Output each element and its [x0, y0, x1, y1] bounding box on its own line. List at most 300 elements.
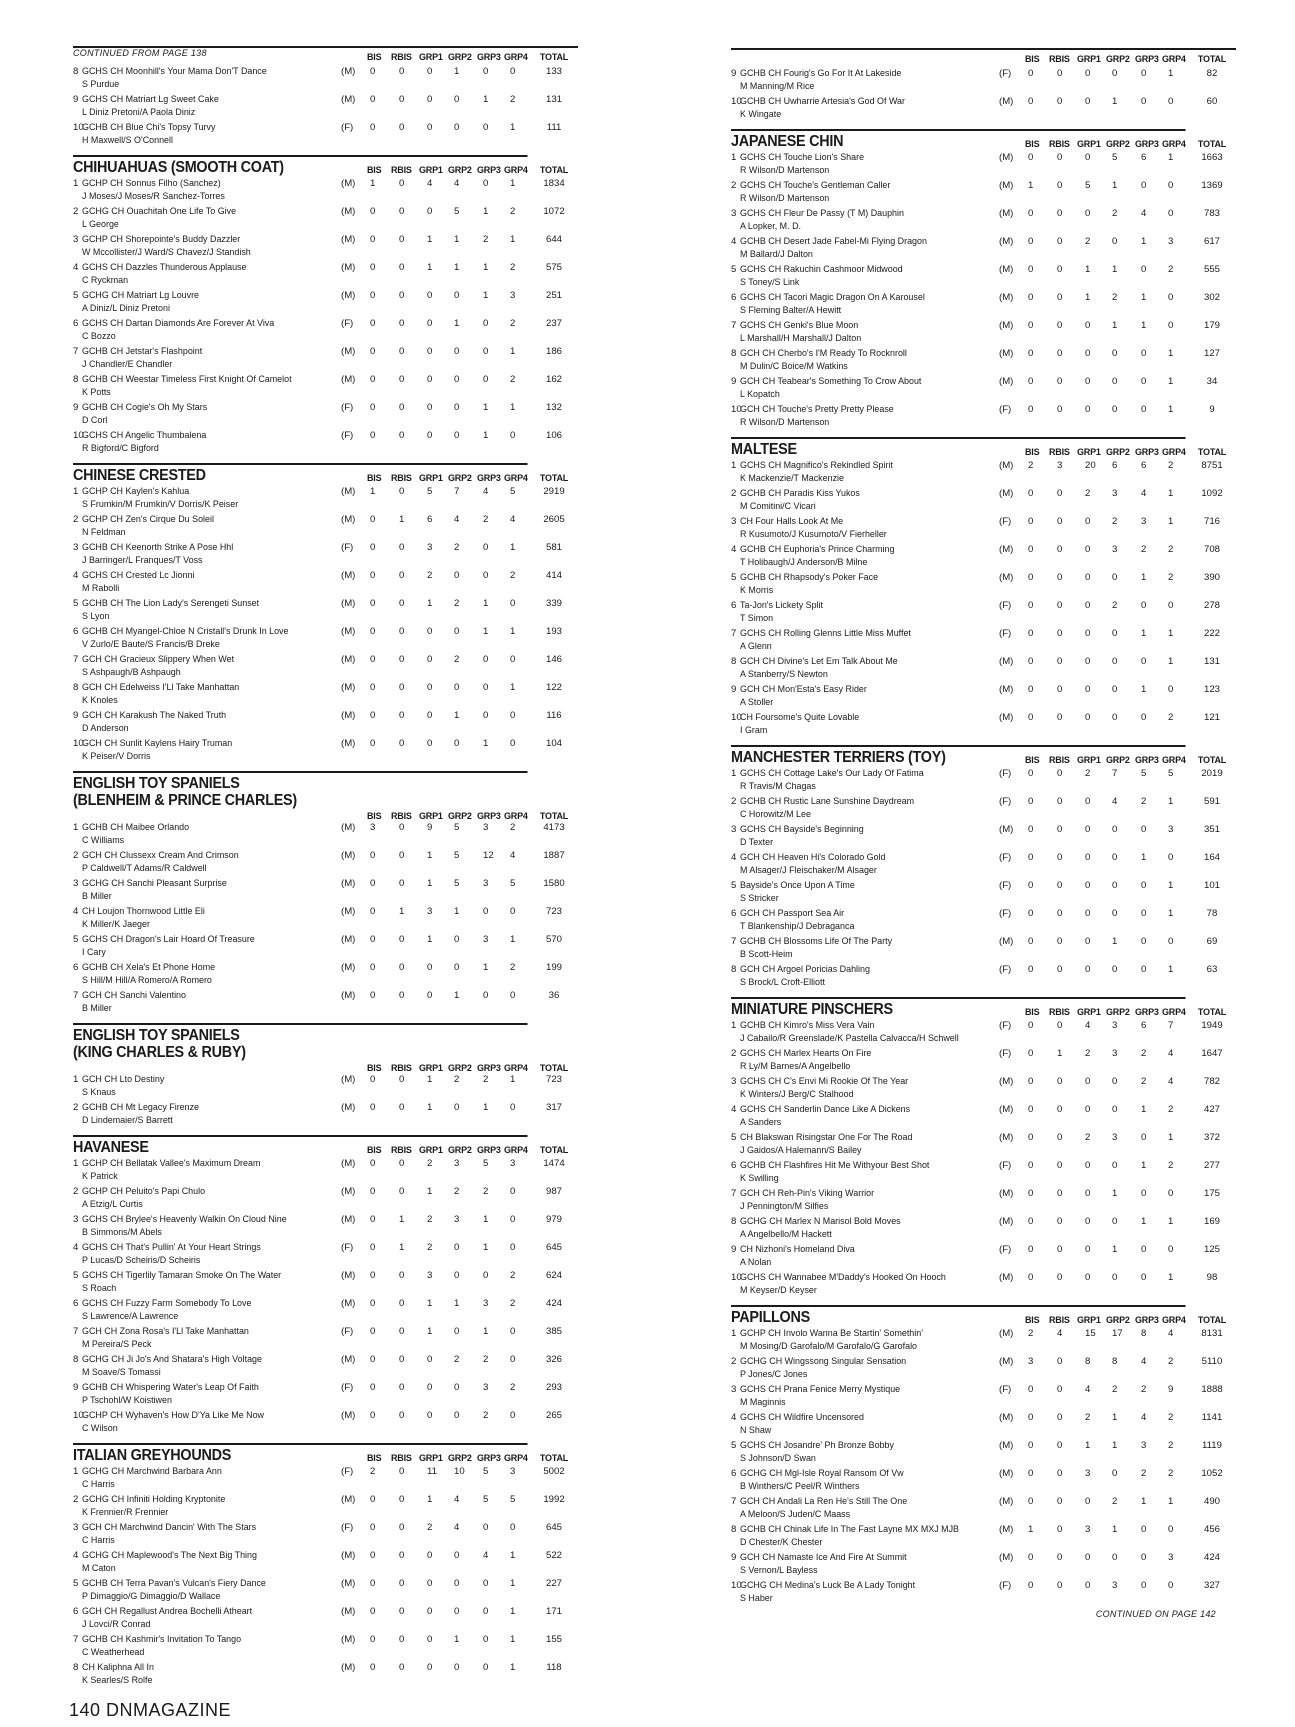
entry-grp2: 5 [454, 850, 460, 861]
entry-sex: (M) [341, 1578, 356, 1589]
entry-rbis: 0 [1057, 1160, 1063, 1171]
column-header-total: TOTAL [1197, 54, 1227, 64]
entry-dog-name: GCHS CH Touche Lion's Share [740, 152, 865, 163]
entry-rbis: 0 [1057, 208, 1063, 219]
breed-title: JAPANESE CHIN [731, 129, 1186, 150]
entry-dog-name: GCHS CH Genki's Blue Moon [740, 320, 859, 331]
entry-grp4: 3 [1168, 236, 1174, 247]
entry-grp4: 3 [510, 1466, 516, 1477]
entry-rbis: 0 [399, 934, 405, 945]
entry-grp4: 1 [1168, 68, 1174, 79]
entry-rank: 4 [731, 236, 737, 247]
ranking-entry [73, 933, 578, 961]
breed-section [731, 437, 1236, 739]
entry-grp1: 4 [427, 178, 433, 189]
entry-sex: (M) [999, 1328, 1014, 1339]
entry-owner: S Brock/L Croft-Elliott [740, 977, 825, 988]
entry-rbis: 0 [399, 1410, 405, 1421]
entry-grp2: 4 [454, 1494, 460, 1505]
column-header-total: TOTAL [539, 473, 569, 483]
entry-sex: (M) [999, 348, 1014, 359]
entry-sex: (M) [999, 376, 1014, 387]
column-header-rbis: RBIS [391, 52, 412, 62]
entry-bis: 0 [1028, 264, 1034, 275]
entry-rank: 9 [73, 710, 79, 721]
ranking-entry [731, 1187, 1236, 1215]
entry-sex: (F) [999, 600, 1012, 611]
column-header-total: TOTAL [539, 165, 569, 175]
entry-bis: 0 [1028, 96, 1034, 107]
entry-grp2: 3 [1112, 1020, 1118, 1031]
entry-owner: J Gaidos/A Halemann/S Bailey [740, 1145, 862, 1156]
ranking-entry [731, 1131, 1236, 1159]
entry-total: 179 [1203, 320, 1220, 331]
entry-total: 723 [545, 1074, 562, 1085]
entry-grp4: 2 [510, 374, 516, 385]
entry-rbis: 1 [399, 906, 405, 917]
entry-grp2: 0 [454, 1550, 460, 1561]
entry-grp4: 1 [1168, 628, 1174, 639]
entry-grp3: 0 [1141, 908, 1147, 919]
entry-bis: 0 [370, 1326, 376, 1337]
entry-sex: (M) [999, 1440, 1014, 1451]
ranking-entry [731, 655, 1236, 683]
entry-owner: R Wilson/D Martenson [740, 165, 830, 176]
entry-grp1: 0 [1085, 852, 1091, 863]
entry-rbis: 1 [399, 514, 405, 525]
entry-owner: K Wingate [740, 109, 782, 120]
entry-grp2: 0 [1112, 68, 1118, 79]
entry-grp4: 1 [510, 1634, 516, 1645]
ranking-entry [73, 961, 578, 989]
entry-owner: N Feldman [82, 527, 126, 538]
entry-rbis: 0 [1057, 880, 1063, 891]
ranking-entry [73, 429, 578, 457]
entry-grp1: 0 [427, 682, 433, 693]
entry-dog-name: GCHG CH Ouachitah One Life To Give [82, 206, 237, 217]
entry-grp2: 0 [454, 1606, 460, 1617]
ranking-entry [73, 709, 578, 737]
entry-bis: 0 [1028, 488, 1034, 499]
ranking-entry [731, 459, 1236, 487]
entry-grp2: 17 [1112, 1328, 1123, 1339]
entry-rank: 2 [731, 488, 737, 499]
entry-bis: 2 [1028, 460, 1034, 471]
entry-grp3: 0 [1141, 936, 1147, 947]
entry-owner: I Cary [82, 947, 106, 958]
entry-rbis: 0 [1057, 1076, 1063, 1087]
entry-rbis: 0 [1057, 544, 1063, 555]
entry-rbis: 0 [399, 374, 405, 385]
entry-grp4: 5 [510, 878, 516, 889]
entry-grp3: 1 [483, 962, 489, 973]
ranking-entry [731, 375, 1236, 403]
entry-total: 1992 [543, 1494, 565, 1505]
entry-rbis: 0 [399, 1662, 405, 1673]
entry-grp2: 1 [1112, 320, 1118, 331]
entry-bis: 0 [370, 962, 376, 973]
entry-grp4: 0 [510, 906, 516, 917]
column-header-grp2: GRP2 [1106, 1007, 1130, 1017]
entry-owner: W Mccollister/J Ward/S Chavez/J Standish [82, 247, 251, 258]
entry-rbis: 0 [1057, 404, 1063, 415]
entry-rank: 2 [73, 1186, 79, 1197]
entry-total: 101 [1203, 880, 1220, 891]
entry-rbis: 0 [1057, 712, 1063, 723]
entry-grp2: 2 [454, 542, 460, 553]
entry-owner: P Tschohl/W Koistiwen [82, 1395, 172, 1406]
entry-bis: 0 [370, 94, 376, 105]
right-column [731, 48, 1236, 1619]
entry-grp2: 2 [1112, 1384, 1118, 1395]
entry-rank: 9 [731, 1244, 737, 1255]
entry-bis: 0 [1028, 516, 1034, 527]
entry-grp4: 3 [510, 1158, 516, 1169]
entry-total: 8751 [1201, 460, 1223, 471]
entry-dog-name: GCHS CH Fleur De Passy (T M) Dauphin [740, 208, 904, 219]
entry-bis: 0 [370, 990, 376, 1001]
column-header-grp3: GRP3 [1135, 1315, 1159, 1325]
column-header-grp1: GRP1 [419, 473, 443, 483]
entry-sex: (F) [999, 964, 1012, 975]
entry-owner: R Wilson/D Martenson [740, 417, 830, 428]
entry-sex: (F) [341, 122, 354, 133]
entry-grp2: 6 [1112, 460, 1118, 471]
entry-rank: 2 [73, 206, 79, 217]
entry-rank: 1 [731, 152, 737, 163]
entry-grp3: 3 [483, 934, 489, 945]
entry-bis: 0 [1028, 852, 1034, 863]
entry-grp3: 4 [483, 486, 489, 497]
entry-bis: 0 [370, 598, 376, 609]
entry-grp3: 4 [1141, 488, 1147, 499]
entry-owner: C Weatherhead [82, 1647, 145, 1658]
entry-rbis: 0 [1057, 1244, 1063, 1255]
column-header-row [731, 48, 1236, 67]
entry-grp3: 0 [1141, 180, 1147, 191]
entry-grp4: 1 [1168, 152, 1174, 163]
entry-rbis: 0 [399, 682, 405, 693]
entry-rank: 4 [73, 1242, 79, 1253]
entry-dog-name: GCHS CH Dazzles Thunderous Applause [82, 262, 247, 273]
ranking-entry [731, 571, 1236, 599]
entry-owner: M Dulin/C Boice/M Watkins [740, 361, 848, 372]
entry-grp2: 0 [1112, 572, 1118, 583]
entry-sex: (M) [999, 1132, 1014, 1143]
entry-grp1: 0 [1085, 152, 1091, 163]
entry-owner: S Lyon [82, 611, 110, 622]
entry-sex: (M) [999, 1496, 1014, 1507]
ranking-entry [731, 263, 1236, 291]
entry-rank: 10 [731, 404, 742, 415]
entry-grp2: 0 [1112, 628, 1118, 639]
ranking-entry [731, 1103, 1236, 1131]
entry-sex: (F) [999, 628, 1012, 639]
entry-rbis: 0 [1057, 600, 1063, 611]
entry-sex: (M) [999, 264, 1014, 275]
entry-grp1: 1 [427, 234, 433, 245]
column-header-bis: BIS [1025, 447, 1040, 457]
entry-grp3: 1 [483, 94, 489, 105]
column-header-bis: BIS [367, 165, 382, 175]
entry-rbis: 0 [1057, 320, 1063, 331]
entry-owner: K Knoles [82, 695, 118, 706]
entry-grp4: 7 [1168, 1020, 1174, 1031]
entry-grp2: 1 [1112, 1524, 1118, 1535]
entry-rbis: 0 [1057, 768, 1063, 779]
ranking-entry [73, 989, 578, 1017]
entry-sex: (M) [999, 1216, 1014, 1227]
entry-grp4: 0 [510, 66, 516, 77]
entry-grp3: 2 [483, 514, 489, 525]
entry-sex: (F) [999, 1244, 1012, 1255]
entry-grp4: 0 [1168, 208, 1174, 219]
entry-rank: 10 [73, 1410, 84, 1421]
column-header-row [731, 135, 1236, 151]
entry-bis: 0 [1028, 628, 1034, 639]
column-header-bis: BIS [367, 473, 382, 483]
column-header-rbis: RBIS [391, 811, 412, 821]
entry-rbis: 0 [399, 1550, 405, 1561]
ranking-entry [731, 1075, 1236, 1103]
entry-owner: D Lindemaier/S Barrett [82, 1115, 173, 1126]
entry-grp2: 0 [1112, 1272, 1118, 1283]
breed-title: CHINESE CRESTED [73, 463, 528, 484]
entry-grp2: 0 [1112, 964, 1118, 975]
entry-rank: 8 [73, 66, 79, 77]
entry-dog-name: GCHG CH Marchwind Barbara Ann [82, 1466, 222, 1477]
entry-rbis: 1 [1057, 1048, 1063, 1059]
entry-rbis: 0 [1057, 516, 1063, 527]
entry-rank: 6 [73, 318, 79, 329]
entry-bis: 0 [1028, 1272, 1034, 1283]
entry-dog-name: GCHB CH Whispering Water's Leap Of Faith [82, 1382, 259, 1393]
entry-grp3: 1 [1141, 572, 1147, 583]
entry-total: 782 [1203, 1076, 1220, 1087]
entry-total: 9 [1209, 404, 1215, 415]
entry-grp3: 0 [483, 1634, 489, 1645]
column-header-rbis: RBIS [1049, 139, 1070, 149]
entry-grp3: 1 [1141, 1496, 1147, 1507]
entry-owner: C Wilson [82, 1423, 118, 1434]
column-header-grp4: GRP4 [504, 473, 528, 483]
entry-grp3: 0 [483, 570, 489, 581]
column-header-grp3: GRP3 [477, 473, 501, 483]
entry-rbis: 0 [399, 1074, 405, 1085]
entry-bis: 0 [1028, 656, 1034, 667]
entry-grp3: 0 [1141, 712, 1147, 723]
entry-dog-name: GCHS CH Rakuchin Cashmoor Midwood [740, 264, 903, 275]
column-header-total: TOTAL [1197, 1315, 1227, 1325]
entry-bis: 0 [370, 1662, 376, 1673]
entry-rbis: 0 [1057, 1580, 1063, 1591]
entry-grp3: 1 [1141, 236, 1147, 247]
column-header-grp4: GRP4 [1162, 1007, 1186, 1017]
entry-grp1: 2 [1085, 488, 1091, 499]
entry-grp3: 0 [483, 318, 489, 329]
entry-sex: (M) [999, 208, 1014, 219]
entry-bis: 1 [370, 178, 376, 189]
entry-grp1: 1 [427, 1326, 433, 1337]
ranking-entry [731, 823, 1236, 851]
entry-grp2: 4 [454, 1522, 460, 1533]
entry-bis: 3 [1028, 1356, 1034, 1367]
entry-bis: 0 [370, 1550, 376, 1561]
column-header-row [731, 1003, 1236, 1019]
entry-total: 317 [545, 1102, 562, 1113]
entry-total: 1834 [543, 178, 565, 189]
entry-sex: (M) [341, 682, 356, 693]
entry-dog-name: GCHB CH Mt Legacy Firenze [82, 1102, 200, 1113]
column-header-row [731, 443, 1236, 459]
entry-dog-name: GCH CH Gracieux Slippery When Wet [82, 654, 235, 665]
entry-dog-name: GCHP CH Zen's Cirque Du Soleil [82, 514, 214, 525]
entry-grp2: 0 [454, 738, 460, 749]
entry-dog-name: GCHB CH Blossoms Life Of The Party [740, 936, 893, 947]
ranking-entry [73, 1661, 578, 1689]
entry-dog-name: CH Four Halls Look At Me [740, 516, 844, 527]
ranking-entry [731, 851, 1236, 879]
entry-grp1: 0 [1085, 628, 1091, 639]
entry-grp3: 1 [1141, 628, 1147, 639]
entry-rbis: 0 [399, 598, 405, 609]
entry-total: 169 [1203, 1216, 1220, 1227]
entry-grp2: 10 [454, 1466, 465, 1477]
entry-grp2: 5 [454, 878, 460, 889]
entry-sex: (M) [999, 320, 1014, 331]
entry-dog-name: GCH CH Karakush The Naked Truth [82, 710, 227, 721]
entry-rank: 6 [73, 626, 79, 637]
entry-grp4: 5 [1168, 768, 1174, 779]
entry-total: 339 [545, 598, 562, 609]
entry-rbis: 0 [399, 1186, 405, 1197]
column-header-rbis: RBIS [1049, 755, 1070, 765]
entry-owner: R Ly/M Barnes/A Angelbello [740, 1061, 851, 1072]
entry-rank: 5 [73, 1270, 79, 1281]
entry-bis: 0 [1028, 1076, 1034, 1087]
entry-dog-name: GCHP CH Peluito's Papi Chulo [82, 1186, 206, 1197]
entry-dog-name: CH Blakswan Risingstar One For The Road [740, 1132, 913, 1143]
entry-dog-name: GCHB CH Terra Pavan's Vulcan's Fiery Dance [82, 1578, 266, 1589]
column-header-total: TOTAL [539, 52, 569, 62]
entry-rank: 10 [73, 738, 84, 749]
entry-dog-name: GCH CH Sunlit Kaylens Hairy Truman [82, 738, 233, 749]
ranking-entry [73, 261, 578, 289]
entry-grp2: 2 [454, 1186, 460, 1197]
entry-dog-name: GCHG CH Ji Jo's And Shatara's High Voltage [82, 1354, 262, 1365]
entry-total: 104 [545, 738, 562, 749]
column-header-grp1: GRP1 [1077, 447, 1101, 457]
entry-owner: J Lovci/R Conrad [82, 1619, 151, 1630]
entry-grp2: 5 [454, 206, 460, 217]
column-header-rbis: RBIS [391, 165, 412, 175]
entry-owner: P Lucas/D Scheiris/D Scheiris [82, 1255, 201, 1266]
entry-rank: 4 [731, 1104, 737, 1115]
entry-grp2: 3 [454, 1158, 460, 1169]
ranking-entry [73, 821, 578, 849]
column-header-grp1: GRP1 [419, 811, 443, 821]
entry-owner: S Hill/M Hill/A Romero/A Romero [82, 975, 212, 986]
entry-grp2: 1 [454, 906, 460, 917]
entry-grp2: 0 [454, 94, 460, 105]
column-header-grp3: GRP3 [477, 165, 501, 175]
entry-grp1: 0 [1085, 712, 1091, 723]
ranking-entry [731, 767, 1236, 795]
entry-bis: 0 [1028, 1440, 1034, 1451]
ranking-entry [731, 1383, 1236, 1411]
column-header-grp4: GRP4 [504, 1063, 528, 1073]
entry-grp4: 2 [510, 1298, 516, 1309]
column-header-rbis: RBIS [1049, 1315, 1070, 1325]
entry-grp2: 1 [454, 1298, 460, 1309]
entry-bis: 0 [370, 1214, 376, 1225]
entry-dog-name: GCHS CH Magnifico's Rekindled Spirit [740, 460, 893, 471]
ranking-entry [731, 627, 1236, 655]
entry-owner: I Gram [740, 725, 768, 736]
entry-grp1: 0 [1085, 1272, 1091, 1283]
ranking-entry [731, 1243, 1236, 1271]
entry-total: 624 [545, 1270, 562, 1281]
entry-bis: 0 [370, 262, 376, 273]
entry-rbis: 0 [399, 710, 405, 721]
entry-bis: 0 [370, 66, 376, 77]
entry-sex: (M) [341, 850, 356, 861]
ranking-entry [731, 963, 1236, 991]
ranking-entry [73, 1073, 578, 1101]
entry-total: 118 [546, 1662, 562, 1673]
entry-sex: (M) [999, 460, 1014, 471]
entry-bis: 0 [370, 1578, 376, 1589]
entry-grp1: 1 [427, 1102, 433, 1113]
column-header-bis: BIS [367, 1453, 382, 1463]
entry-grp2: 1 [454, 262, 460, 273]
entry-dog-name: GCHB CH Chinak Life In The Fast Layne MX MXJ MJB [740, 1524, 960, 1535]
entry-grp1: 0 [1085, 1160, 1091, 1171]
ranking-entry [73, 345, 578, 373]
entry-total: 155 [545, 1634, 562, 1645]
entry-grp4: 0 [510, 1214, 516, 1225]
ranking-entry [73, 1157, 578, 1185]
entry-owner: S Fleming Balter/A Hewitt [740, 305, 842, 316]
entry-grp2: 0 [1112, 1216, 1118, 1227]
entry-grp1: 15 [1085, 1328, 1096, 1339]
ranking-entry [73, 233, 578, 261]
entry-grp3: 0 [483, 1522, 489, 1533]
ranking-entry [73, 121, 578, 149]
entry-grp3: 1 [483, 1102, 489, 1113]
entry-grp1: 0 [1085, 68, 1091, 79]
entry-sex: (M) [999, 488, 1014, 499]
entry-grp4: 3 [1168, 1552, 1174, 1563]
entry-grp4: 2 [510, 262, 516, 273]
entry-rank: 8 [73, 374, 79, 385]
entry-owner: M Pereira/S Peck [82, 1339, 152, 1350]
entry-grp2: 2 [1112, 208, 1118, 219]
entry-total: 265 [545, 1410, 562, 1421]
ranking-entry [73, 289, 578, 317]
entry-owner: S Stricker [740, 893, 779, 904]
entry-bis: 0 [1028, 684, 1034, 695]
breed-section [731, 745, 1236, 991]
entry-rbis: 0 [1057, 936, 1063, 947]
entry-grp4: 4 [1168, 1328, 1174, 1339]
entry-grp3: 0 [1141, 964, 1147, 975]
entry-rbis: 0 [1057, 180, 1063, 191]
column-header-grp2: GRP2 [1106, 54, 1130, 64]
entry-grp2: 4 [454, 514, 460, 525]
entry-sex: (M) [341, 962, 356, 973]
column-header-grp2: GRP2 [1106, 447, 1130, 457]
